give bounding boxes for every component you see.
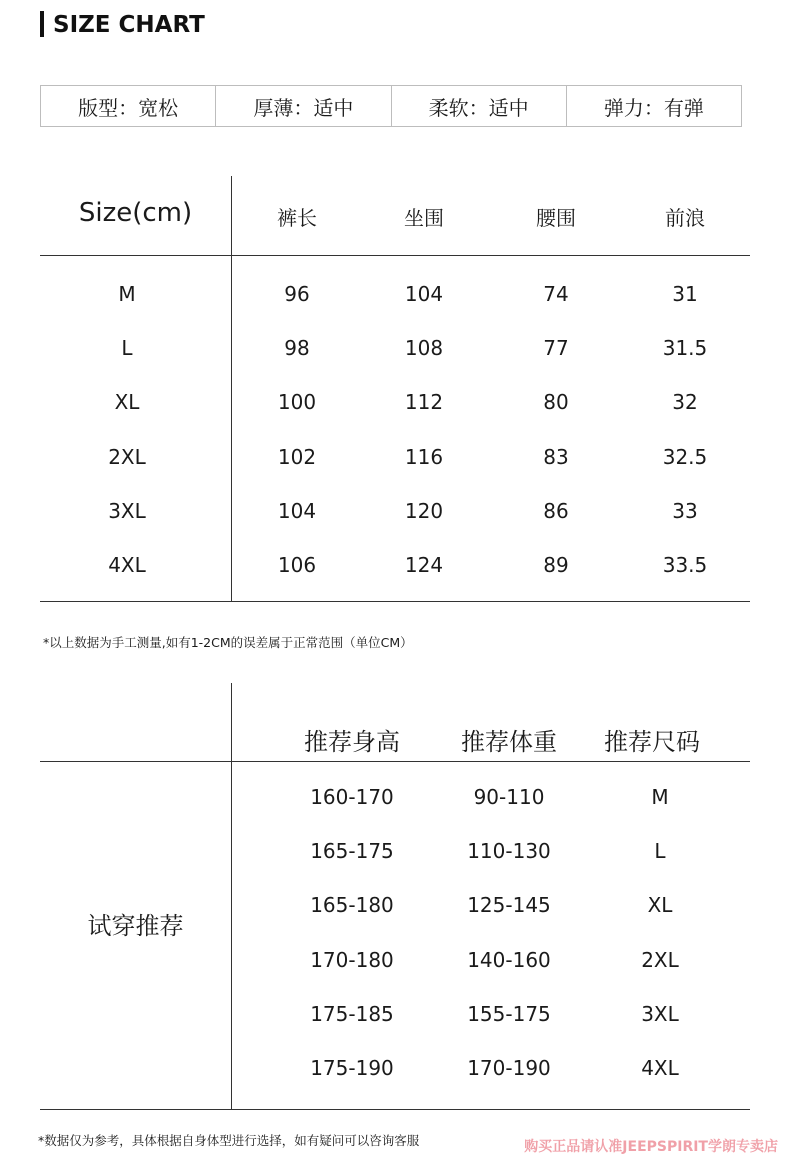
cell-recommended-weight: 170-190 bbox=[467, 1056, 551, 1080]
cell-length: 104 bbox=[277, 498, 317, 523]
cell-recommended-height: 175-190 bbox=[310, 1056, 394, 1080]
cell-rise: 33 bbox=[672, 498, 698, 523]
column-header-length: 裤长 bbox=[277, 206, 317, 230]
cell-hip: 108 bbox=[404, 336, 444, 361]
cell-recommended-size: L bbox=[654, 839, 666, 864]
recommend-table-divider bbox=[231, 683, 232, 1109]
column-header-rise: 前浪 bbox=[665, 206, 705, 230]
cell-waist: 77 bbox=[543, 336, 569, 361]
cell-waist: 74 bbox=[543, 282, 569, 306]
cell-size: XL bbox=[114, 390, 140, 415]
cell-size: 2XL bbox=[108, 444, 146, 469]
column-header-height: 推荐身高 bbox=[304, 728, 400, 756]
size-table-header-rule bbox=[40, 255, 750, 256]
title-accent-bar bbox=[40, 11, 44, 37]
column-header-size: 推荐尺码 bbox=[604, 728, 700, 756]
column-header-weight: 推荐体重 bbox=[461, 728, 557, 756]
cell-recommended-weight: 140-160 bbox=[467, 947, 551, 972]
column-header-hip: 坐围 bbox=[404, 206, 444, 230]
cell-size: 3XL bbox=[108, 498, 146, 523]
cell-rise: 32 bbox=[672, 390, 698, 415]
cell-recommended-height: 165-180 bbox=[310, 893, 394, 918]
cell-recommended-weight: 125-145 bbox=[467, 893, 551, 918]
cell-size: L bbox=[121, 336, 133, 361]
cell-length: 102 bbox=[277, 444, 317, 469]
cell-hip: 124 bbox=[404, 553, 444, 577]
cell-recommended-height: 160-170 bbox=[310, 785, 394, 809]
cell-rise: 31 bbox=[672, 282, 698, 306]
cell-hip: 116 bbox=[404, 444, 444, 469]
attribute-softness: 柔软：适中 bbox=[392, 86, 567, 126]
cell-length: 98 bbox=[284, 336, 310, 361]
cell-recommended-size: 2XL bbox=[641, 947, 679, 972]
cell-hip: 104 bbox=[404, 282, 444, 306]
cell-waist: 83 bbox=[543, 444, 569, 469]
attribute-fit: 版型：宽松 bbox=[41, 86, 216, 126]
cell-recommended-weight: 155-175 bbox=[467, 1001, 551, 1026]
cell-waist: 80 bbox=[543, 390, 569, 415]
cell-waist: 89 bbox=[543, 553, 569, 577]
cell-recommended-size: 3XL bbox=[641, 1001, 679, 1026]
attribute-elasticity: 弹力：有弹 bbox=[603, 95, 704, 120]
attribute-bar bbox=[40, 85, 742, 127]
cell-recommended-size: M bbox=[651, 785, 669, 809]
authentic-store-watermark: 购买正品请认准JEEPSPIRIT学朗专卖店 bbox=[524, 1139, 778, 1155]
cell-rise: 32.5 bbox=[662, 444, 708, 469]
size-header-label: Size(cm) bbox=[78, 198, 193, 228]
cell-waist: 86 bbox=[543, 498, 569, 523]
cell-size: 4XL bbox=[108, 553, 146, 577]
cell-recommended-height: 165-175 bbox=[310, 839, 394, 864]
cell-rise: 33.5 bbox=[662, 553, 708, 577]
cell-rise: 31.5 bbox=[662, 336, 708, 361]
cell-recommended-weight: 90-110 bbox=[473, 785, 545, 809]
recommend-table-bottom-rule bbox=[40, 1109, 750, 1110]
fit-recommendation-label: 试穿推荐 bbox=[87, 912, 184, 940]
column-header-waist: 腰围 bbox=[536, 206, 576, 230]
cell-length: 96 bbox=[284, 282, 310, 306]
cell-size: M bbox=[118, 282, 136, 306]
cell-recommended-height: 170-180 bbox=[310, 947, 394, 972]
cell-recommended-size: 4XL bbox=[641, 1056, 679, 1080]
size-table-bottom-rule bbox=[40, 601, 750, 602]
page-title: SIZE CHART bbox=[53, 12, 205, 38]
cell-recommended-size: XL bbox=[647, 893, 673, 918]
reference-note: *数据仅为参考，具体根据自身体型进行选择，如有疑问可以咨询客服 bbox=[38, 1133, 420, 1148]
cell-recommended-height: 175-185 bbox=[310, 1001, 394, 1026]
measurement-note: *以上数据为手工测量,如有1-2CM的误差属于正常范围（单位CM） bbox=[43, 635, 413, 650]
cell-length: 106 bbox=[277, 553, 317, 577]
cell-hip: 112 bbox=[404, 390, 444, 415]
attribute-thickness: 厚薄：适中 bbox=[216, 86, 391, 126]
cell-recommended-weight: 110-130 bbox=[467, 839, 551, 864]
cell-length: 100 bbox=[277, 390, 317, 415]
cell-hip: 120 bbox=[404, 498, 444, 523]
recommend-table-header-rule bbox=[40, 761, 750, 762]
